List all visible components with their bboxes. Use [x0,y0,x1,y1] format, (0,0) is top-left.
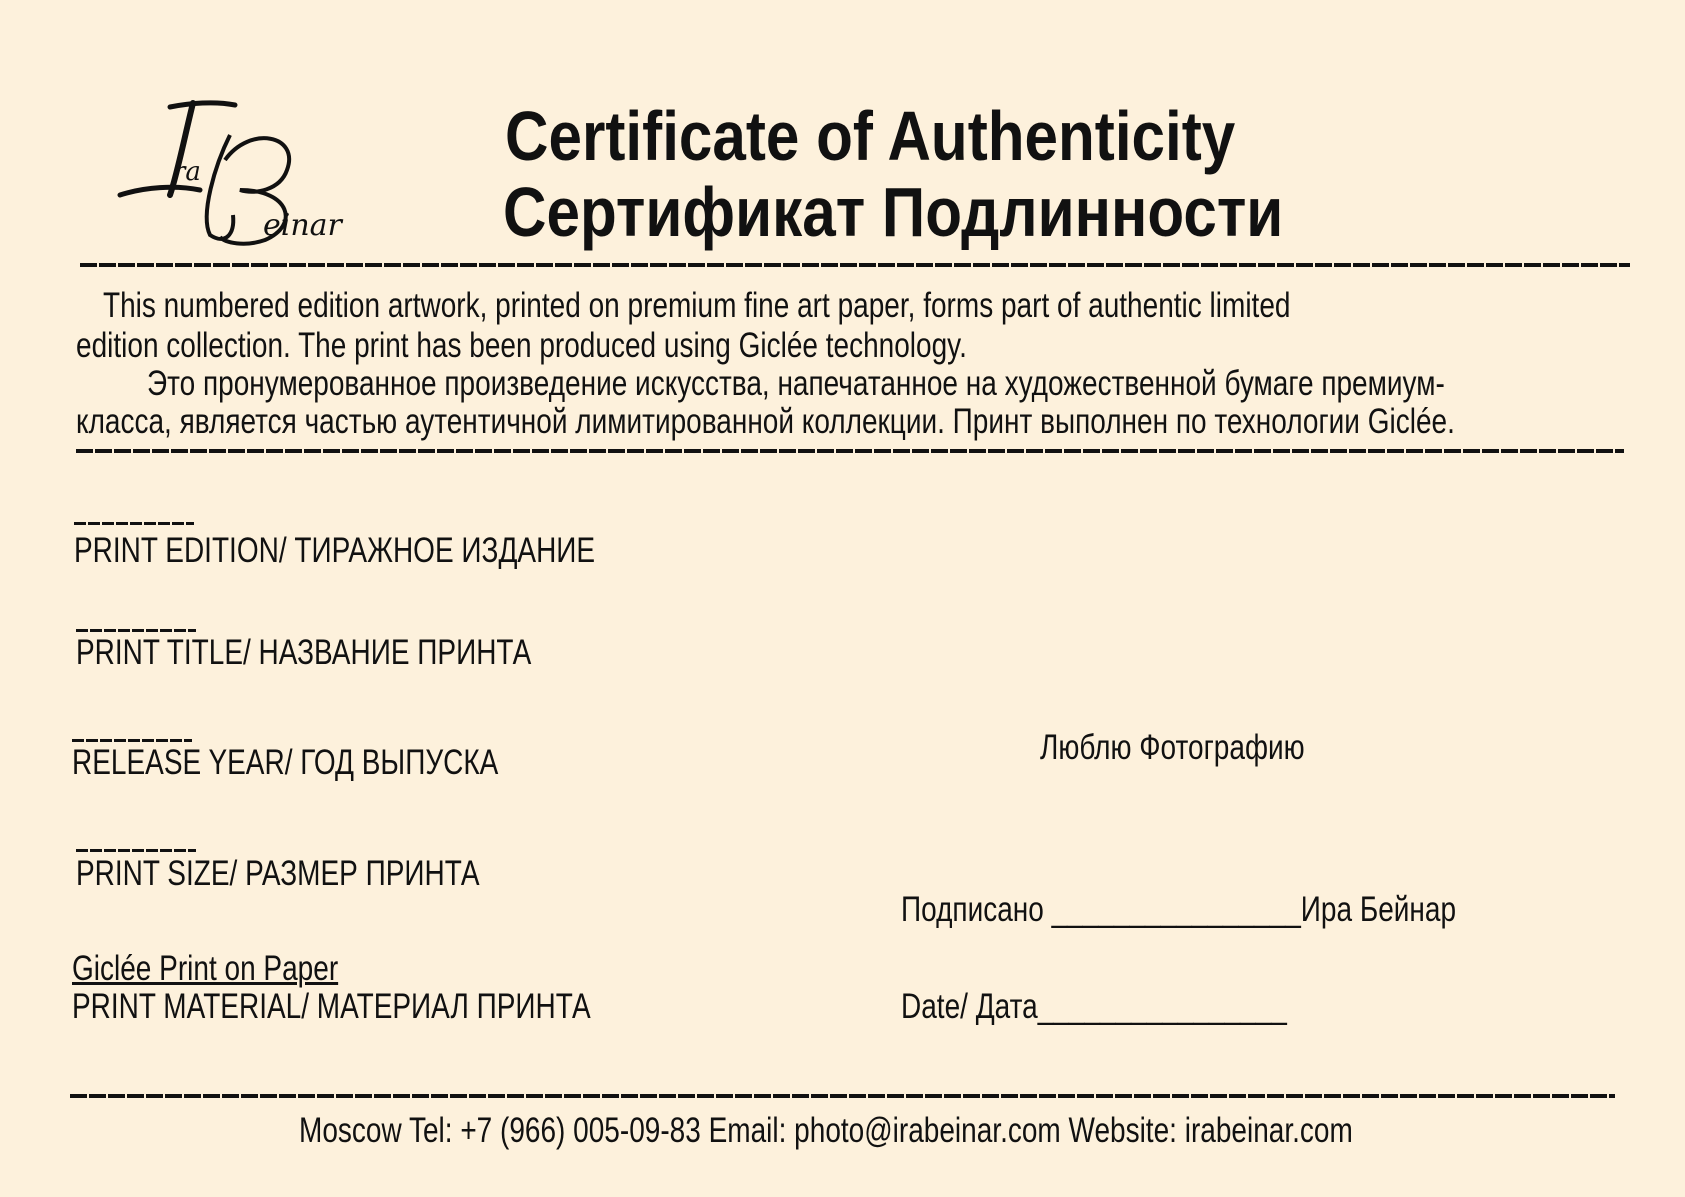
intro-ru-line2: класса, является частью аутентичной лимитированной коллекции. Принт выполнен по технологии Giclée. [76,402,1455,441]
print-size-label: PRINT SIZE/ РАЗМЕР ПРИНТА [76,854,480,893]
title-blank [76,629,196,632]
intro-en-line1: This numbered edition artwork, printed on premium fine art paper, forms part of authentic limited [103,286,1291,325]
size-blank [76,849,196,852]
edition-blank [74,522,194,525]
release-year-label: RELEASE YEAR/ ГОД ВЫПУСКА [72,743,499,782]
svg-text:einar: einar [263,208,342,243]
print-material-label: PRINT MATERIAL/ МАТЕРИАЛ ПРИНТА [72,987,591,1026]
print-title-label: PRINT TITLE/ НАЗВАНИЕ ПРИНТА [76,633,532,672]
divider-bottom [70,1094,1615,1098]
edition-label: PRINT EDITION/ ТИРАЖНОЕ ИЗДАНИЕ [74,531,596,570]
svg-text:ra: ra [173,157,201,187]
intro-en-line2: edition collection. The print has been produced using Giclée technology. [76,326,967,365]
year-blank [72,739,192,742]
logo [115,95,380,255]
footer-contacts: Moscow Tel: +7 (966) 005-09-83 Email: photo@irabeinar.com Website: irabeinar.com [299,1111,1353,1150]
divider-middle [76,449,1624,453]
title-en: Certificate of Authenticity [505,97,1236,175]
divider-top [80,263,1630,267]
print-material-value: Giclée Print on Paper [72,949,339,988]
logo-signature-icon [115,95,380,255]
date-line: Date/ Дата________________ [901,987,1287,1026]
title-ru: Сертификат Подлинности [503,173,1284,251]
intro-ru-line1: Это пронумерованное произведение искусства, напечатанное на художественной бумаге премиум- [147,364,1445,403]
print-title-value: Люблю Фотографию [1040,728,1305,767]
signed-line: Подписано ________________Ира Бейнар [901,890,1457,929]
